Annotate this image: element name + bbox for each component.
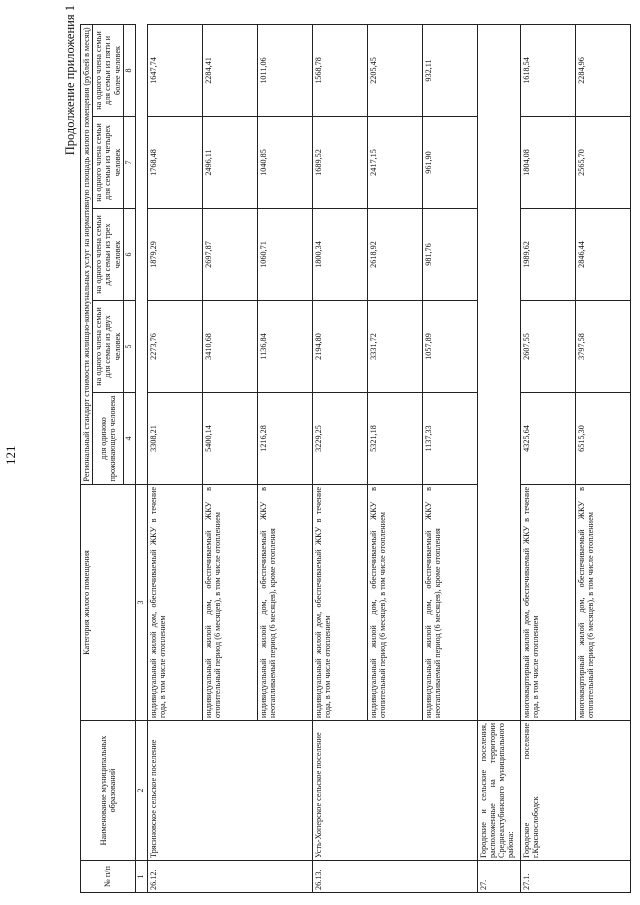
category-cell: индивидуальный жилой дом, обеспечиваемый ЖКУ в неотапливаемый период (6 месяцев), кроме отопления bbox=[257, 485, 312, 721]
value-cell: 1057,89 bbox=[422, 301, 477, 393]
value-cell: 1136,84 bbox=[257, 301, 312, 393]
header-c8: на одного члена семьи для семьи из пяти и более человек bbox=[93, 24, 124, 116]
value-cell: 2607,55 bbox=[520, 301, 575, 393]
value-cell: 2205,45 bbox=[367, 24, 422, 116]
header-name: Наименование муниципальных образований bbox=[81, 721, 136, 861]
value-cell: 1879,29 bbox=[147, 209, 202, 301]
col-number: 5 bbox=[123, 301, 135, 393]
row-number: 26.13. bbox=[312, 861, 477, 893]
value-cell: 1618,54 bbox=[520, 24, 575, 116]
value-cell: 961,90 bbox=[422, 117, 477, 209]
row-name: Трясиновское сельское поселение bbox=[147, 721, 312, 861]
header-c6: на одного члена семьи для семьи из трех человек bbox=[93, 209, 124, 301]
header-row bbox=[81, 24, 93, 892]
value-cell: 1989,62 bbox=[520, 209, 575, 301]
row-number: 27. bbox=[477, 861, 520, 893]
category-cell: индивидуальный жилой дом, обеспечиваемый ЖКУ в течение года, в том числе отоплением bbox=[312, 485, 367, 721]
category-cell: многоквартирный жилой дом, обеспечиваемый ЖКУ в течение года, в том числе отоплением bbox=[520, 485, 575, 721]
value-cell: 1768,48 bbox=[147, 117, 202, 209]
header-category: Категория жилого помещения bbox=[81, 485, 136, 721]
page-number: 121 bbox=[3, 445, 18, 465]
table-row bbox=[147, 24, 202, 892]
value-cell: 2284,96 bbox=[575, 24, 630, 116]
value-cell: 2284,41 bbox=[202, 24, 257, 116]
value-cell: 5321,18 bbox=[367, 393, 422, 485]
col-number: 4 bbox=[123, 393, 135, 485]
value-cell: 5400,14 bbox=[202, 393, 257, 485]
table-row bbox=[520, 24, 575, 892]
col-number: 2 bbox=[135, 721, 147, 861]
value-cell: 3229,25 bbox=[312, 393, 367, 485]
value-cell: 1137,33 bbox=[422, 393, 477, 485]
col-number: 8 bbox=[123, 24, 135, 116]
value-cell: 1647,74 bbox=[147, 24, 202, 116]
value-cell: 1011,06 bbox=[257, 24, 312, 116]
category-cell: многоквартирный жилой дом, обеспечиваемый ЖКУ в отопительный период (6 месяцев), в том числе отоплением bbox=[575, 485, 630, 721]
value-cell: 2697,87 bbox=[202, 209, 257, 301]
value-cell: 3797,58 bbox=[575, 301, 630, 393]
table-body bbox=[147, 24, 630, 892]
value-cell: 2417,15 bbox=[367, 117, 422, 209]
row-number: 27.1. bbox=[520, 861, 630, 893]
row-number: 26.12. bbox=[147, 861, 312, 893]
header-c7: на одного члена семьи для семьи из четырех человек bbox=[93, 117, 124, 209]
value-cell: 1804,08 bbox=[520, 117, 575, 209]
header-c4: для одиноко проживающего человека bbox=[93, 393, 124, 485]
header-c5: на одного члена семьи для семьи из двух человек bbox=[93, 301, 124, 393]
value-cell: 2565,70 bbox=[575, 117, 630, 209]
value-cell: 3410,68 bbox=[202, 301, 257, 393]
row-name: Усть-Хоперское сельское поселение bbox=[312, 721, 477, 861]
col-number: 7 bbox=[123, 117, 135, 209]
col-number: 6 bbox=[123, 209, 135, 301]
value-cell: 2273,76 bbox=[147, 301, 202, 393]
col-number: 3 bbox=[135, 485, 147, 721]
continuation-label: Продолжение приложения 1 bbox=[63, 5, 77, 156]
category-cell: индивидуальный жилой дом, обеспечиваемый ЖКУ в неотапливаемый период (6 месяцев), кроме отопления bbox=[422, 485, 477, 721]
category-cell: индивидуальный жилой дом, обеспечиваемый ЖКУ в течение года, в том числе отоплением bbox=[147, 485, 202, 721]
value-cell: 2846,44 bbox=[575, 209, 630, 301]
value-cell: 1040,85 bbox=[257, 117, 312, 209]
value-cell: 4325,64 bbox=[520, 393, 575, 485]
value-cell: 3308,21 bbox=[147, 393, 202, 485]
col-number: 1 bbox=[135, 861, 147, 893]
value-cell: 1060,71 bbox=[257, 209, 312, 301]
table-row bbox=[477, 24, 520, 892]
value-cell: 1568,78 bbox=[312, 24, 367, 116]
header-standard: Региональный стандарт стоимости жилищно-коммунальных услуг на нормативную площадь жилого помещения (рублей в месяц) bbox=[81, 24, 93, 484]
value-cell: 1689,52 bbox=[312, 117, 367, 209]
value-cell: 2618,92 bbox=[367, 209, 422, 301]
column-number-row-left bbox=[135, 24, 147, 892]
row-name: Городские и сельские поселения, расположенные на территории Среднеахтубинского муниципального района: bbox=[477, 721, 520, 861]
value-cell: 1800,34 bbox=[312, 209, 367, 301]
value-cell: 981,76 bbox=[422, 209, 477, 301]
value-cell: 3331,72 bbox=[367, 301, 422, 393]
category-cell: индивидуальный жилой дом, обеспечиваемый ЖКУ в отопительный период (6 месяцев), в том числе отоплением bbox=[202, 485, 257, 721]
value-cell: 932,11 bbox=[422, 24, 477, 116]
row-name: Городское поселение г.Краснослободск bbox=[520, 721, 630, 861]
value-cell: 1216,28 bbox=[257, 393, 312, 485]
category-cell: индивидуальный жилой дом, обеспечиваемый ЖКУ в отопительный период (6 месяцев), в том числе отоплением bbox=[367, 485, 422, 721]
standards-table bbox=[80, 24, 631, 893]
header-num: № п/п bbox=[81, 861, 136, 893]
value-cell: 6515,30 bbox=[575, 393, 630, 485]
table-row bbox=[312, 24, 367, 892]
value-cell: 2194,80 bbox=[312, 301, 367, 393]
value-cell: 2496,11 bbox=[202, 117, 257, 209]
